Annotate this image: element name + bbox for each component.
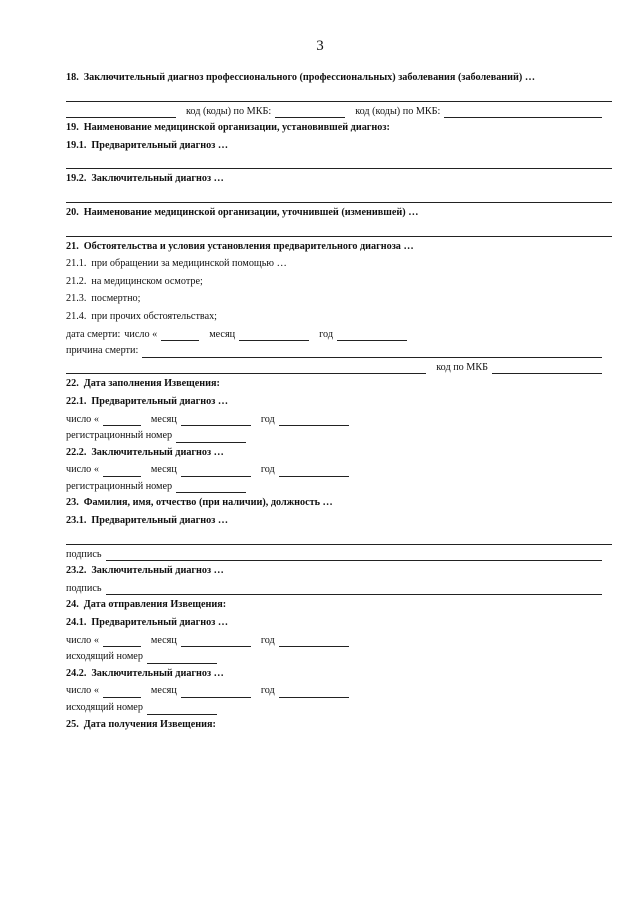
signature-row — [66, 549, 612, 562]
item-18 — [66, 72, 612, 85]
blank-field[interactable] — [103, 687, 141, 698]
outgoing-number-row — [66, 702, 612, 715]
blank-field[interactable] — [66, 107, 176, 118]
field-label: месяц — [150, 634, 177, 646]
field-label: регистрационный номер — [66, 430, 173, 442]
item-excerpt: Предварительный диагноз … — [91, 395, 229, 407]
item-number: 22.1. — [66, 395, 87, 407]
field-label: год — [319, 328, 334, 340]
item-excerpt: Заключительный диагноз … — [91, 173, 224, 185]
blank-field[interactable] — [275, 107, 345, 118]
item-excerpt: при прочих обстоятельствах; — [91, 310, 218, 322]
fill-line[interactable] — [66, 225, 612, 237]
fill-line[interactable] — [66, 157, 612, 169]
blank-field[interactable] — [106, 550, 602, 561]
item-number: 21.4. — [66, 310, 87, 322]
item-number: 21.1. — [66, 258, 87, 270]
item-excerpt: Наименование медицинской организации, установившей диагноз: — [83, 122, 390, 134]
field-label: месяц — [150, 413, 177, 425]
field-label: причина смерти: — [66, 345, 139, 357]
date-row — [66, 635, 612, 648]
reg-number-row — [66, 481, 612, 494]
item-excerpt: Дата получения Извещения: — [83, 718, 216, 730]
field-label: год — [260, 464, 275, 476]
blank-field[interactable] — [66, 363, 426, 374]
item-excerpt: Заключительный диагноз профессионального (профессиональных) заболевания (заболеваний) … — [83, 72, 536, 83]
field-label: код (коды) по МКБ: — [355, 105, 441, 117]
blank-field[interactable] — [106, 584, 602, 595]
field-label: число « — [66, 634, 99, 646]
item-19-1 — [66, 140, 612, 153]
field-label: регистрационный номер — [66, 480, 173, 492]
blank-field[interactable] — [279, 636, 349, 647]
field-label: число « — [124, 328, 158, 340]
field-label: число « — [66, 413, 99, 425]
field-label: год — [260, 634, 275, 646]
item-21-4 — [66, 311, 612, 324]
blank-field[interactable] — [181, 636, 251, 647]
item-22 — [66, 378, 612, 391]
field-label: исходящий номер — [66, 702, 143, 713]
blank-field[interactable] — [444, 107, 602, 118]
blank-field[interactable] — [103, 466, 141, 477]
item-24 — [66, 599, 612, 612]
field-label: число « — [66, 685, 99, 697]
item-excerpt: Заключительный диагноз … — [91, 565, 224, 577]
fill-line[interactable] — [66, 90, 612, 102]
item-24-1 — [66, 617, 612, 630]
field-label: код по МКБ — [436, 361, 488, 373]
blank-field[interactable] — [103, 636, 141, 647]
item-excerpt: при обращении за медицинской помощью … — [91, 258, 287, 270]
item-number: 22.2. — [66, 446, 87, 458]
item-20 — [66, 207, 612, 220]
item-number: 25. — [66, 718, 79, 730]
item-number: 19.1. — [66, 139, 87, 151]
item-number: 21.2. — [66, 275, 87, 287]
item-excerpt: Предварительный диагноз … — [91, 515, 229, 527]
field-label: год — [260, 685, 275, 697]
field-label: код (коды) по МКБ: — [186, 105, 272, 117]
item-excerpt: Фамилия, имя, отчество (при наличии), должность … — [83, 497, 333, 509]
blank-field[interactable] — [103, 415, 141, 426]
item-23 — [66, 497, 612, 510]
fill-line[interactable] — [66, 533, 612, 545]
death-cause-row — [66, 345, 612, 358]
item-number: 21. — [66, 240, 79, 252]
blank-field[interactable] — [239, 330, 309, 341]
blank-field[interactable] — [147, 653, 217, 664]
item-22-2 — [66, 447, 612, 460]
field-label: число « — [66, 464, 99, 476]
item-number: 22. — [66, 378, 79, 390]
item-24-2 — [66, 668, 612, 681]
blank-field[interactable] — [279, 466, 349, 477]
item-23-1 — [66, 515, 612, 528]
item-25 — [66, 719, 612, 732]
item-number: 19. — [66, 122, 79, 134]
blank-field[interactable] — [279, 687, 349, 698]
blank-field[interactable] — [181, 687, 251, 698]
blank-field[interactable] — [337, 330, 407, 341]
mkb-code-row — [66, 106, 612, 119]
field-label: месяц — [150, 464, 177, 476]
date-row — [66, 414, 612, 427]
date-row — [66, 685, 612, 698]
item-excerpt: на медицинском осмотре; — [91, 275, 203, 287]
item-excerpt: Наименование медицинской организации, уточнившей (изменившей) … — [83, 206, 419, 218]
item-number: 24.1. — [66, 617, 87, 629]
item-excerpt: Заключительный диагноз … — [91, 667, 224, 679]
item-excerpt: Дата отправления Извещения: — [83, 599, 227, 611]
signature-row — [66, 583, 612, 596]
item-excerpt: Предварительный диагноз … — [91, 617, 229, 629]
item-number: 23. — [66, 497, 79, 509]
item-21-1 — [66, 258, 612, 271]
item-excerpt: Предварительный диагноз … — [91, 139, 229, 151]
item-excerpt: Дата заполнения Извещения: — [83, 378, 220, 390]
blank-field[interactable] — [279, 415, 349, 426]
notification-form — [66, 72, 612, 736]
reg-number-row — [66, 430, 612, 443]
item-excerpt: посмертно; — [91, 293, 141, 305]
page-number: 3 — [316, 38, 324, 54]
outgoing-number-row — [66, 651, 612, 664]
item-number: 18. — [66, 72, 79, 83]
item-number: 23.2. — [66, 565, 87, 577]
field-label: исходящий номер — [66, 651, 143, 663]
fill-line[interactable] — [66, 191, 612, 203]
item-19 — [66, 122, 612, 135]
blank-field[interactable] — [176, 482, 246, 493]
item-number: 24.2. — [66, 667, 87, 679]
item-21-2 — [66, 276, 612, 289]
item-number: 21.3. — [66, 293, 87, 305]
item-excerpt: Заключительный диагноз … — [91, 446, 224, 458]
item-number: 23.1. — [66, 515, 87, 527]
item-excerpt: Обстоятельства и условия установления предварительного диагноза … — [83, 240, 414, 252]
mkb-row — [66, 362, 612, 375]
item-number: 20. — [66, 206, 79, 218]
blank-field[interactable] — [176, 432, 246, 443]
blank-field[interactable] — [161, 330, 199, 341]
item-23-2 — [66, 565, 612, 578]
item-number: 24. — [66, 599, 79, 611]
field-label: подпись — [66, 548, 102, 560]
blank-field[interactable] — [181, 466, 251, 477]
date-row — [66, 464, 612, 477]
field-label: месяц — [150, 685, 177, 697]
blank-field[interactable] — [492, 363, 602, 374]
death-date-row — [66, 329, 612, 342]
blank-field[interactable] — [147, 704, 217, 715]
field-label: подпись — [66, 582, 102, 594]
item-22-1 — [66, 396, 612, 409]
item-21-3 — [66, 293, 612, 306]
field-label: год — [260, 413, 275, 425]
field-label: месяц — [209, 328, 236, 340]
blank-field[interactable] — [142, 347, 602, 358]
item-21 — [66, 241, 612, 254]
blank-field[interactable] — [181, 415, 251, 426]
item-number: 19.2. — [66, 173, 87, 185]
field-label: дата смерти: — [66, 328, 121, 340]
item-19-2 — [66, 173, 612, 186]
